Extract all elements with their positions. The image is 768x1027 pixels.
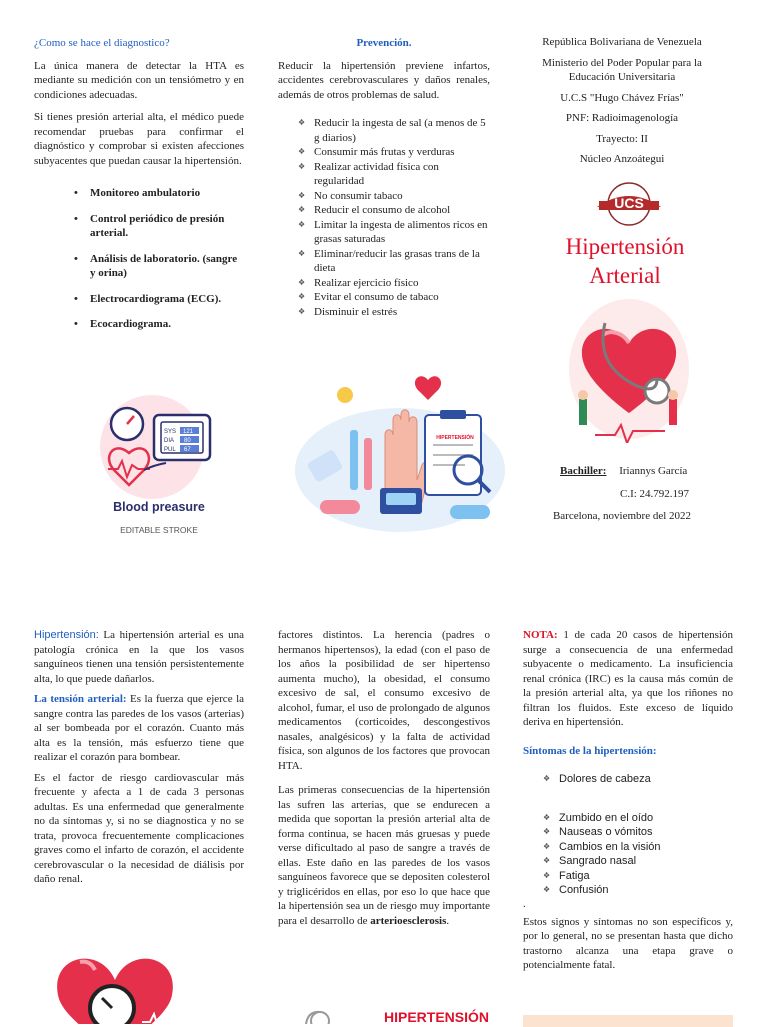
prevention-item: ❖ Reducir el consumo de alcohol bbox=[296, 203, 490, 218]
diagnosis-heading: ¿Como se hace el diagnostico? bbox=[34, 37, 170, 49]
symptom-item: ❖ Confusión bbox=[541, 883, 733, 898]
prevention-item: ❖ Limitar la ingesta de alimentos ricos en grasas saturadas bbox=[296, 218, 490, 247]
prevention-item: ❖ Consumir más frutas y verduras bbox=[296, 145, 490, 160]
factors-paragraph: factores distintos. La herencia (padres o hermanos hipertensos), la edad (con el paso de los años la posibilidad de ser hipertenso aumenta mucho), la obesidad, el consumo excesivo de sal, el consumo excesivo de alcohol, fumar, el uso de prolongado de algunos medicamentos (corticoides, descongestivos nasales, analgésicos) y la falta de actividad física, son algunos de los factores que provocan HTA. bbox=[278, 629, 490, 772]
arteriosclerosis-term: arterioesclerosis bbox=[370, 914, 447, 927]
bp-caption: Blood preasure bbox=[113, 500, 205, 514]
institution-line: Ministerio del Poder Popular para la Educación Universitaria bbox=[542, 56, 702, 83]
symptom-item: ❖ Fatiga bbox=[541, 869, 733, 884]
institution-line: República Bolivariana de Venezuela bbox=[542, 36, 702, 48]
prevention-column bbox=[278, 36, 490, 319]
symptom-item: ❖ Zumbido en el oído bbox=[541, 811, 733, 826]
prevention-item: ❖ Realizar actividad física con regularidad bbox=[296, 160, 490, 189]
diagnostic-test-item: • Análisis de laboratorio. (sangre y orina) bbox=[68, 252, 244, 281]
prevention-item: ❖ Eliminar/reducir las grasas trans de la dieta bbox=[296, 247, 490, 276]
consequences-paragraph: Las primeras consecuencias de la hipertensión las sufren las arterias, que se endurecen a medida que soportan la presión arterial alta de forma continua, se hacen más gruesas y puede verse dificultado al paso de sangre a través de ellas. Este daño en las paredes de los vasos sanguíneos favorece que se depositen colesterol y triglicéridos en ellas, por eso lo que hace que la hipertensión sea un de riesgo muy importante para el desarrollo de bbox=[278, 784, 490, 927]
blood-pressure-illustration bbox=[94, 385, 224, 545]
bp-subcaption: EDITABLE STROKE bbox=[120, 525, 198, 535]
student-id: C.I: 24.792.197 bbox=[620, 487, 690, 500]
symptom-item: ❖ Sangrado nasal bbox=[541, 854, 733, 869]
bachiller-name: Iriannys García bbox=[619, 465, 688, 477]
closing-paragraph: Estos signos y síntomas no son específicos y, por lo general, no se presentan hasta que dicho trastorno alcanza una etapa grave o potencialmente fatal. bbox=[523, 915, 733, 971]
diagnosis-paragraph-2: Si tienes presión arterial alta, el médico puede recomendar pruebas para confirmar el diagnóstico y comprobar si existen afecciones subyacentes que puedan causar la hipertensión. bbox=[34, 111, 244, 167]
definition-column bbox=[34, 628, 244, 887]
bachiller-label: Bachiller: bbox=[560, 465, 607, 477]
bottom-illustration bbox=[296, 1005, 496, 1024]
prevention-item: ❖ No consumir tabaco bbox=[296, 189, 490, 204]
causes-column: factores distintos. La herencia (padres o hermanos hipertensos), la edad (con el paso de los años la posibilidad de ser hipertenso aumenta mucho), la obesidad, el consumo excesivo de sal, el consumo excesivo de alcohol, fumar, el uso de prolongado de algunos medicamentos (corticoides, descongestivos nasales, analgésicos) y la falta de actividad física, son algunos de los factores que provocan HTA. Las primeras consecuencias de la hipertensión las sufren las arterias, que se endurecen a medida que soportan la presión arterial alta de forma continua, se hacen más gruesas y puede verse dificultado al paso de sangre a través de ellas. Este daño en las paredes de los vasos sanguíneos favorece que se depositen colesterol y triglicéridos en ellas, por eso lo que hace que la hipertensión sea un de riesgo muy importante para el desarrollo de arterioesclerosis. bbox=[278, 629, 490, 927]
institution-line: Núcleo Anzoátegui bbox=[579, 153, 665, 165]
heart-stethoscope-illustration bbox=[565, 295, 693, 443]
medical-hand-icon bbox=[290, 360, 510, 545]
hypertension-label: Hipertensión: bbox=[34, 629, 99, 641]
heart-gauge-illustration bbox=[40, 950, 190, 1024]
prevention-item: ❖ Realizar ejercicio físico bbox=[296, 276, 490, 291]
tension-label: La tensión arterial: bbox=[34, 693, 127, 705]
bottom-hipertension-label: HIPERTENSIÓN bbox=[384, 1009, 490, 1024]
diagnostic-test-item: • Ecocardiograma. bbox=[68, 317, 244, 332]
nota-label: NOTA: bbox=[523, 629, 558, 641]
ucs-logo bbox=[591, 181, 667, 227]
bottom-banner bbox=[523, 1015, 733, 1027]
clipboard-label: HIPERTENSIÓN bbox=[436, 435, 474, 441]
stray-dot: . bbox=[523, 897, 526, 910]
nota-text: 1 de cada 20 casos de hipertensión surge a consecuencia de una enfermedad subyacente o medicamento. La insuficiencia renal crónica (IRC) es la causa más común de la presión arterial alta, ya que los riñones no filtran los fluidos. Este exceso de líquido deriva en hipertensión. bbox=[523, 629, 733, 728]
diagnostic-test-item: • Monitoreo ambulatorio bbox=[68, 186, 244, 201]
bp-sys-value: 121 bbox=[183, 429, 194, 435]
bp-dia-value: 80 bbox=[184, 438, 191, 444]
author-block bbox=[520, 464, 724, 524]
symptom-item: ❖ Nauseas o vómitos bbox=[541, 825, 733, 840]
diagnosis-paragraph-1: La única manera de detectar la HTA es mediante su medición con un tensiómetro y en condiciones adecuadas. bbox=[34, 59, 244, 101]
bp-sys-label: SYS bbox=[164, 429, 177, 435]
symptom-item: ❖ Dolores de cabeza bbox=[541, 772, 733, 787]
bp-pul-value: 67 bbox=[184, 447, 191, 453]
tension-definition: Es la fuerza que ejerce la sangre contra las paredes de los vasos (arterias) al ser bombeada por el corazón. Cuanto más alta es la tensión, más esfuerzo tiene que realizar el corazón para bombear. bbox=[34, 693, 245, 763]
place-date: Barcelona, noviembre del 2022 bbox=[552, 510, 692, 522]
institution-line: PNF: Radioimagenología bbox=[565, 112, 679, 124]
prevention-heading: Prevención. bbox=[356, 37, 412, 49]
ucs-logo-text: UCS bbox=[614, 195, 644, 211]
risk-paragraph: Es el factor de riesgo cardiovascular más frecuente y afecta a 1 de cada 3 personas adultas. Es una enfermedad que generalmente no da síntomas y, si no se diagnostica y no se trata, provoca frecuentemente complicaciones graves como el infarto de corazón, el accidente cerebrovascular o la necesidad de diálisis por daño renal. bbox=[34, 771, 244, 885]
symptom-item: ❖ Cambios en la visión bbox=[541, 840, 733, 855]
prevention-intro: Reducir la hipertensión previene infartos, accidentes cerebrovasculares y daños renales, además de otros problemas de salud. bbox=[278, 59, 490, 101]
cover-column bbox=[520, 35, 724, 173]
blood-pressure-icon bbox=[94, 385, 224, 545]
bp-dia-label: DIA bbox=[164, 438, 175, 444]
cover-title: Hipertensión Arterial bbox=[565, 234, 685, 288]
prevention-item: ❖ Disminuir el estrés bbox=[296, 305, 490, 320]
diagnostic-test-item: • Electrocardiograma (ECG). bbox=[68, 292, 244, 307]
bp-pul-label: PUL bbox=[164, 447, 176, 453]
diagnostic-test-item: • Control periódico de presión arterial. bbox=[68, 212, 244, 241]
prevention-item: ❖ Evitar el consumo de tabaco bbox=[296, 290, 490, 305]
stethoscope-icon bbox=[296, 1005, 336, 1024]
prevention-list bbox=[278, 116, 490, 319]
symptoms-column bbox=[523, 628, 733, 973]
hypertension-definition: La hipertensión arterial es una patología crónica en la que los vasos sanguíneos tienen una tensión persistentemente alta, lo que puede dañarlos. bbox=[34, 629, 244, 685]
symptoms-list bbox=[523, 811, 733, 898]
medical-illustration bbox=[290, 360, 510, 545]
institution-lines bbox=[520, 35, 724, 167]
institution-line: Trayecto: II bbox=[596, 132, 648, 145]
heart-stethoscope-icon bbox=[565, 295, 693, 443]
prevention-item: ❖ Reducir la ingesta de sal (a menos de 5 g diarios) bbox=[296, 116, 490, 145]
institution-line: U.C.S "Hugo Chávez Frías" bbox=[560, 91, 684, 104]
diagnostic-tests-list bbox=[34, 186, 244, 332]
symptom-first-list bbox=[523, 772, 733, 787]
diagnosis-column bbox=[34, 36, 244, 343]
symptoms-heading: Síntomas de la hipertensión: bbox=[523, 744, 657, 757]
heart-gauge-icon bbox=[40, 950, 190, 1024]
